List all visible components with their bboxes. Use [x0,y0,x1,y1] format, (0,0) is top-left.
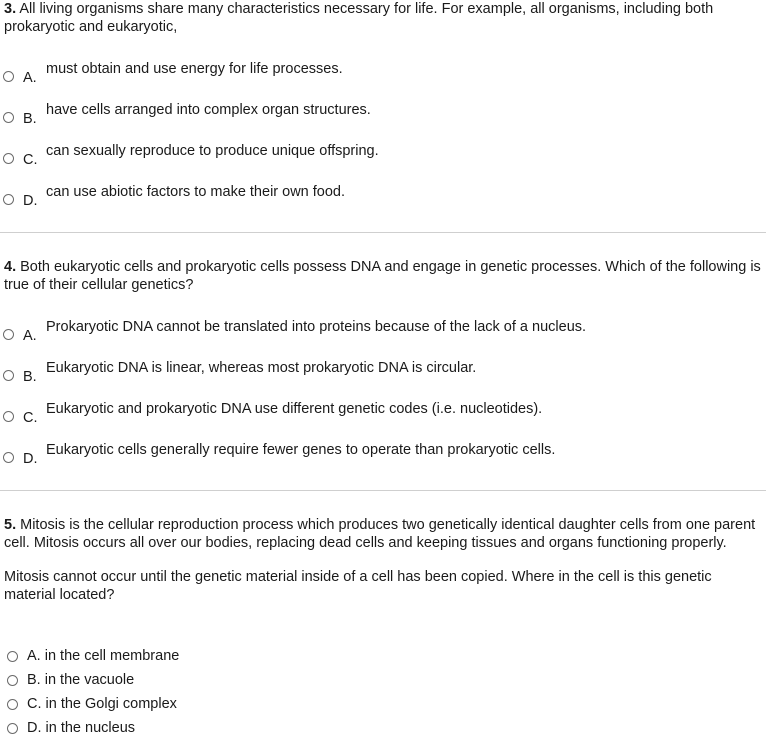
radio-button-icon[interactable] [7,675,18,686]
radio-button-icon[interactable] [3,329,14,340]
option-text: have cells arranged into complex organ structures. [46,102,371,118]
option-letter: D. [23,193,38,209]
q5-option-d[interactable] [4,719,744,739]
radio-button-icon[interactable] [7,699,18,710]
radio-button-icon[interactable] [7,723,18,734]
option-letter: B. [23,369,37,385]
radio-button-icon[interactable] [3,452,14,463]
option-letter: C. [27,696,42,712]
radio-button-icon[interactable] [3,112,14,123]
question-5-stem [4,516,762,552]
question-5-stem-2: Mitosis cannot occur until the genetic material inside of a cell has been copied. Where in the cell is this genetic material located? [4,569,712,603]
option-label [27,671,134,689]
option-letter: C. [23,410,38,426]
option-letter: C. [23,152,38,168]
option-letter: A. [27,648,41,664]
question-3 [4,0,762,36]
option-text: in the nucleus [41,720,136,736]
question-4-text: Both eukaryotic cells and prokaryotic cells possess DNA and engage in genetic processes. Which of the following is true of their cellular genetics? [4,259,761,293]
radio-button-icon[interactable] [7,651,18,662]
question-divider [0,490,766,491]
option-text: Eukaryotic and prokaryotic DNA use different genetic codes (i.e. nucleotides). [46,401,543,417]
option-text: in the vacuole [40,672,135,688]
option-letter: D. [23,451,38,467]
q3-option-a[interactable] [0,60,740,90]
question-4-stem [4,258,762,294]
q3-option-c[interactable] [0,142,740,172]
question-5-text: Mitosis is the cellular reproduction process which produces two genetically identical daughter cells from one parent cell. Mitosis occurs all over our bodies, replacing dead cells and keeping tissues and organs functioning properly. [4,517,756,551]
question-3-stem [4,0,762,36]
option-text: in the Golgi complex [41,696,177,712]
radio-button-icon[interactable] [3,194,14,205]
q5-option-b[interactable] [4,671,744,691]
q4-option-d[interactable] [0,441,740,471]
question-3-text: All living organisms share many characteristics necessary for life. For example, all organisms, including both prokaryotic and eukaryotic, [4,1,714,35]
option-text: Eukaryotic cells generally require fewer genes to operate than prokaryotic cells. [46,442,556,458]
option-label [27,695,177,713]
option-text: can sexually reproduce to produce unique offspring. [46,143,379,159]
option-text: in the cell membrane [40,648,180,664]
question-5 [4,516,762,604]
radio-button-icon[interactable] [3,71,14,82]
q4-option-a[interactable] [0,318,740,348]
question-4-number: 4. [4,259,17,275]
radio-button-icon[interactable] [3,411,14,422]
option-letter: B. [23,111,37,127]
radio-button-icon[interactable] [3,370,14,381]
option-letter: A. [23,328,37,344]
option-text: Eukaryotic DNA is linear, whereas most prokaryotic DNA is circular. [46,360,477,376]
q4-option-b[interactable] [0,359,740,389]
question-4 [4,258,762,294]
question-5-number: 5. [4,517,17,533]
option-text: must obtain and use energy for life processes. [46,61,343,77]
q5-option-a[interactable] [4,647,744,667]
option-label [27,647,179,665]
option-text: Prokaryotic DNA cannot be translated into proteins because of the lack of a nucleus. [46,319,587,335]
option-letter: B. [27,672,41,688]
option-letter: A. [23,70,37,86]
q3-option-b[interactable] [0,101,740,131]
option-text: can use abiotic factors to make their own food. [46,184,346,200]
q3-option-d[interactable] [0,183,740,213]
q4-option-c[interactable] [0,400,740,430]
radio-button-icon[interactable] [3,153,14,164]
option-label [27,719,135,737]
question-3-number: 3. [4,1,17,17]
option-letter: D. [27,720,42,736]
question-divider [0,232,766,233]
q5-option-c[interactable] [4,695,744,715]
